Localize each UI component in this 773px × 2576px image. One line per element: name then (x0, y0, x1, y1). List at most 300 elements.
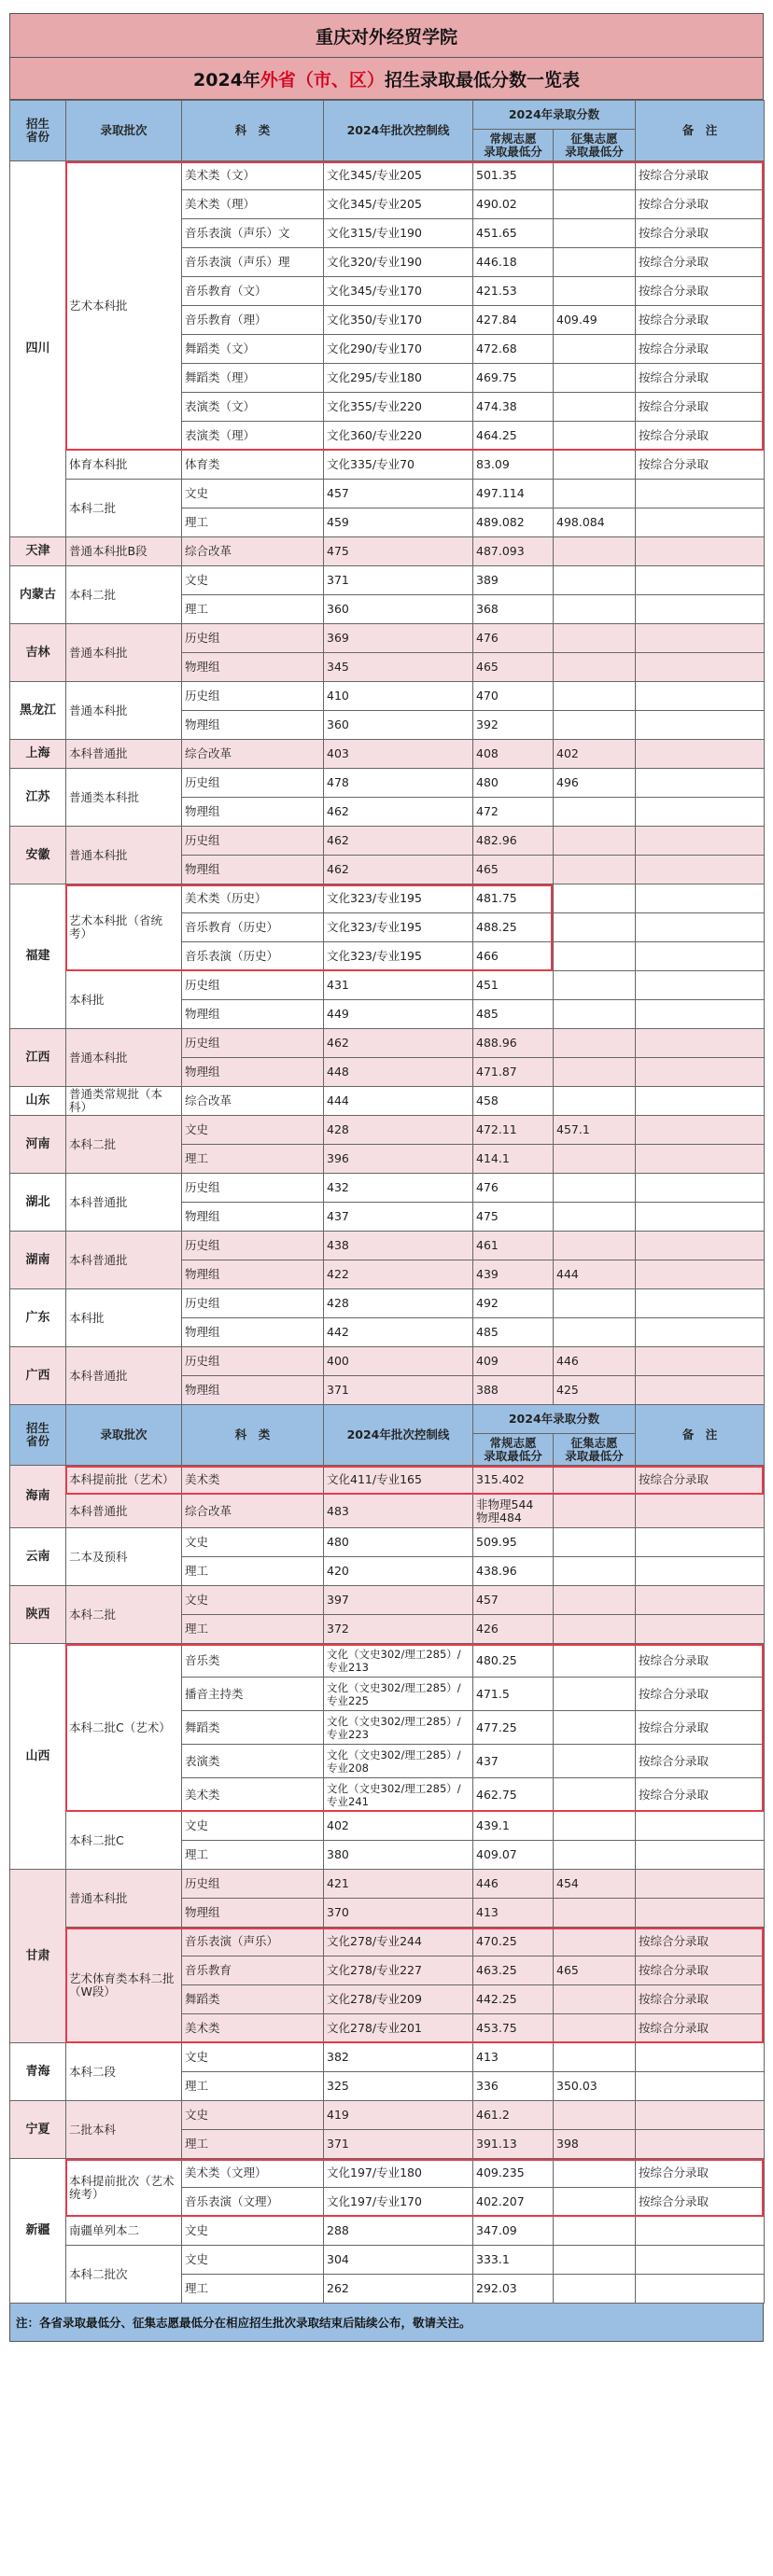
control-cell: 360 (324, 595, 473, 624)
batch-cell: 体育本科批 (66, 451, 182, 480)
footer-note: 注：各省录取最低分、征集志愿最低分在相应招生批次录取结束后陆续公布，敬请关注。 (9, 2304, 764, 2342)
remark-cell (636, 1899, 765, 1928)
regular-score-cell: 439.1 (473, 1812, 554, 1841)
regular-score-cell: 472 (473, 798, 554, 827)
province-cell: 青海 (10, 2043, 66, 2101)
supplement-score-cell (554, 1000, 636, 1029)
remark-cell (636, 1318, 765, 1347)
subject-cell: 理工 (182, 508, 324, 537)
remark-cell (636, 2217, 765, 2246)
header-control: 2024年批次控制线 (324, 101, 473, 161)
regular-score-cell: 458 (473, 1087, 554, 1116)
remark-cell (636, 1029, 765, 1058)
subject-cell: 历史组 (182, 1174, 324, 1203)
table-row (10, 1586, 765, 1615)
regular-score-cell: 413 (473, 2043, 554, 2072)
subject-cell: 播音主持类 (182, 1678, 324, 1711)
control-cell: 304 (324, 2246, 473, 2275)
remark-cell (636, 624, 765, 653)
supplement-score-cell (554, 335, 636, 364)
header-score-group: 2024年录取分数 (473, 1405, 636, 1434)
supplement-score-cell (554, 1928, 636, 1956)
regular-score-cell: 439 (473, 1260, 554, 1289)
supplement-score-cell (554, 1615, 636, 1644)
subject-cell: 历史组 (182, 1870, 324, 1899)
regular-score-cell: 442.25 (473, 1985, 554, 2014)
supplement-score-cell (554, 1232, 636, 1260)
supplement-score-cell (554, 1289, 636, 1318)
supplement-score-cell (554, 1644, 636, 1678)
subject-cell: 音乐类 (182, 1644, 324, 1678)
control-cell: 文化278/专业209 (324, 1985, 473, 2014)
province-cell: 江西 (10, 1029, 66, 1087)
regular-score-cell: 427.84 (473, 306, 554, 335)
control-cell: 444 (324, 1087, 473, 1116)
remark-cell (636, 971, 765, 1000)
supplement-score-cell (554, 277, 636, 306)
table-row (10, 451, 765, 480)
regular-score-cell: 451.65 (473, 219, 554, 248)
regular-score-cell: 485 (473, 1000, 554, 1029)
remark-cell (636, 2275, 765, 2304)
batch-cell: 艺术本科批 (66, 161, 182, 451)
batch-cell: 本科普通批 (66, 1347, 182, 1405)
control-cell: 文化（文史302/理工285）/专业241 (324, 1778, 473, 1812)
remark-cell: 按综合分录取 (636, 1928, 765, 1956)
subject-cell: 理工 (182, 1615, 324, 1644)
subject-cell: 物理组 (182, 1376, 324, 1405)
regular-score-cell: 471.5 (473, 1678, 554, 1711)
supplement-score-cell (554, 2246, 636, 2275)
supplement-score-cell (554, 480, 636, 508)
control-cell: 文化（文史302/理工285）/专业223 (324, 1711, 473, 1745)
supplement-score-cell (554, 913, 636, 942)
control-cell: 369 (324, 624, 473, 653)
supplement-score-cell (554, 2014, 636, 2043)
subject-cell: 表演类（理） (182, 422, 324, 451)
province-cell: 上海 (10, 740, 66, 769)
header-supplement: 征集志愿 录取最低分 (554, 130, 636, 161)
subject-cell: 理工 (182, 2130, 324, 2159)
table-row (10, 566, 765, 595)
subject-cell: 表演类（文） (182, 393, 324, 422)
supplement-score-cell (554, 682, 636, 711)
page (9, 0, 764, 2342)
control-cell: 288 (324, 2217, 473, 2246)
remark-cell (636, 537, 765, 566)
remark-cell (636, 1260, 765, 1289)
control-cell: 文化411/专业165 (324, 1466, 473, 1495)
subject-cell: 综合改革 (182, 1495, 324, 1528)
remark-cell (636, 2130, 765, 2159)
regular-score-cell: 446.18 (473, 248, 554, 277)
header-row (10, 1405, 765, 1434)
regular-score-cell: 480.25 (473, 1644, 554, 1678)
subject-cell: 美术类 (182, 1466, 324, 1495)
supplement-score-cell (554, 566, 636, 595)
supplement-score-cell (554, 2101, 636, 2130)
regular-score-cell: 409.07 (473, 1841, 554, 1870)
supplement-score-cell (554, 1778, 636, 1812)
table-row (10, 1870, 765, 1899)
subject-cell: 历史组 (182, 827, 324, 856)
supplement-score-cell (554, 971, 636, 1000)
remark-cell (636, 913, 765, 942)
supplement-score-cell (554, 161, 636, 190)
supplement-score-cell (554, 451, 636, 480)
table-row (10, 1466, 765, 1495)
province-cell: 山西 (10, 1644, 66, 1870)
supplement-score-cell (554, 248, 636, 277)
regular-score-cell: 83.09 (473, 451, 554, 480)
regular-score-cell: 490.02 (473, 190, 554, 219)
score-table (9, 100, 765, 2304)
subject-cell: 表演类 (182, 1745, 324, 1778)
header-batch: 录取批次 (66, 1405, 182, 1466)
header-row (10, 101, 765, 130)
regular-score-cell: 472.11 (473, 1116, 554, 1145)
subject-cell: 物理组 (182, 1318, 324, 1347)
control-cell: 文化315/专业190 (324, 219, 473, 248)
remark-cell: 按综合分录取 (636, 1678, 765, 1711)
province-cell: 天津 (10, 537, 66, 566)
table-row (10, 1812, 765, 1841)
control-cell: 文化278/专业244 (324, 1928, 473, 1956)
control-cell: 396 (324, 1145, 473, 1174)
remark-cell (636, 769, 765, 798)
control-cell: 448 (324, 1058, 473, 1087)
regular-score-cell: 426 (473, 1615, 554, 1644)
province-cell: 广东 (10, 1289, 66, 1347)
batch-cell: 本科二批次 (66, 2246, 182, 2304)
control-cell: 文化（文史302/理工285）/专业213 (324, 1644, 473, 1678)
supplement-score-cell (554, 537, 636, 566)
regular-score-cell: 476 (473, 1174, 554, 1203)
header-subject: 科 类 (182, 1405, 324, 1466)
control-cell: 345 (324, 653, 473, 682)
control-cell: 文化295/专业180 (324, 364, 473, 393)
batch-cell: 普通本科批 (66, 1870, 182, 1928)
subject-cell: 文史 (182, 1528, 324, 1557)
control-cell: 422 (324, 1260, 473, 1289)
subject-cell: 音乐表演（声乐）文 (182, 219, 324, 248)
subject-cell: 音乐表演（历史） (182, 942, 324, 971)
control-cell: 449 (324, 1000, 473, 1029)
subject-cell: 音乐教育（历史） (182, 913, 324, 942)
batch-cell: 本科普通批 (66, 1174, 182, 1232)
regular-score-cell: 465 (473, 856, 554, 884)
batch-cell: 普通类常规批（本科） (66, 1087, 182, 1116)
header-control: 2024年批次控制线 (324, 1405, 473, 1466)
supplement-score-cell (554, 711, 636, 740)
regular-score-cell: 368 (473, 595, 554, 624)
subject-cell: 文史 (182, 1116, 324, 1145)
batch-cell: 南疆单列本二 (66, 2217, 182, 2246)
regular-score-cell: 333.1 (473, 2246, 554, 2275)
control-cell: 371 (324, 2130, 473, 2159)
batch-cell: 本科批 (66, 1289, 182, 1347)
subject-cell: 文史 (182, 1812, 324, 1841)
supplement-score-cell (554, 2217, 636, 2246)
subject-cell: 综合改革 (182, 537, 324, 566)
supplement-score-cell (554, 1174, 636, 1203)
remark-cell (636, 2072, 765, 2101)
subject-cell: 物理组 (182, 1058, 324, 1087)
remark-cell (636, 1289, 765, 1318)
control-cell: 文化345/专业205 (324, 190, 473, 219)
regular-score-cell: 472.68 (473, 335, 554, 364)
regular-score-cell: 402.207 (473, 2188, 554, 2217)
remark-cell (636, 1116, 765, 1145)
control-cell: 文化（文史302/理工285）/专业225 (324, 1678, 473, 1711)
table-row (10, 2246, 765, 2275)
header-remark: 备 注 (636, 101, 765, 161)
supplement-score-cell (554, 1711, 636, 1745)
control-cell: 420 (324, 1557, 473, 1586)
regular-score-cell: 413 (473, 1899, 554, 1928)
table-row (10, 1928, 765, 1956)
control-cell: 文化290/专业170 (324, 335, 473, 364)
subject-cell: 历史组 (182, 1289, 324, 1318)
subject-cell: 理工 (182, 2275, 324, 2304)
supplement-score-cell (554, 1899, 636, 1928)
supplement-score-cell (554, 1678, 636, 1711)
remark-cell: 按综合分录取 (636, 1778, 765, 1812)
supplement-score-cell: 457.1 (554, 1116, 636, 1145)
control-cell: 428 (324, 1289, 473, 1318)
subject-cell: 美术类 (182, 2014, 324, 2043)
subject-cell: 音乐教育（文） (182, 277, 324, 306)
regular-score-cell: 501.35 (473, 161, 554, 190)
subject-cell: 历史组 (182, 1347, 324, 1376)
regular-score-cell: 477.25 (473, 1711, 554, 1745)
subject-cell: 舞蹈类 (182, 1985, 324, 2014)
supplement-score-cell (554, 1812, 636, 1841)
control-cell: 478 (324, 769, 473, 798)
regular-score-cell: 461.2 (473, 2101, 554, 2130)
supplement-score-cell (554, 190, 636, 219)
supplement-score-cell (554, 1058, 636, 1087)
subject-cell: 物理组 (182, 856, 324, 884)
batch-cell: 本科提前批（艺术） (66, 1466, 182, 1495)
supplement-score-cell (554, 364, 636, 393)
control-cell: 480 (324, 1528, 473, 1557)
remark-cell (636, 1058, 765, 1087)
control-cell: 371 (324, 566, 473, 595)
supplement-score-cell: 496 (554, 769, 636, 798)
control-cell: 文化（文史302/理工285）/专业208 (324, 1745, 473, 1778)
province-cell: 山东 (10, 1087, 66, 1116)
regular-score-cell: 392 (473, 711, 554, 740)
regular-score-cell: 470 (473, 682, 554, 711)
regular-score-cell: 389 (473, 566, 554, 595)
remark-cell: 按综合分录取 (636, 393, 765, 422)
subject-cell: 理工 (182, 595, 324, 624)
header-remark: 备 注 (636, 1405, 765, 1466)
supplement-score-cell (554, 219, 636, 248)
regular-score-cell: 409.235 (473, 2159, 554, 2188)
remark-cell (636, 1174, 765, 1203)
table-row (10, 971, 765, 1000)
control-cell: 262 (324, 2275, 473, 2304)
regular-score-cell: 474.38 (473, 393, 554, 422)
subject-cell: 音乐教育（理） (182, 306, 324, 335)
remark-cell (636, 1812, 765, 1841)
header-regular: 常规志愿 录取最低分 (473, 130, 554, 161)
subject-cell: 理工 (182, 2072, 324, 2101)
batch-cell: 艺术体育类本科二批（W段） (66, 1928, 182, 2043)
supplement-score-cell: 398 (554, 2130, 636, 2159)
control-cell: 380 (324, 1841, 473, 1870)
table-row (10, 2217, 765, 2246)
remark-cell: 按综合分录取 (636, 364, 765, 393)
table-row (10, 161, 765, 190)
subject-cell: 文史 (182, 480, 324, 508)
control-cell: 文化345/专业205 (324, 161, 473, 190)
remark-cell: 按综合分录取 (636, 1985, 765, 2014)
remark-cell: 按综合分录取 (636, 190, 765, 219)
remark-cell (636, 827, 765, 856)
remark-cell: 按综合分录取 (636, 1711, 765, 1745)
regular-score-cell: 446 (473, 1870, 554, 1899)
regular-score-cell: 461 (473, 1232, 554, 1260)
supplement-score-cell (554, 2275, 636, 2304)
remark-cell (636, 1870, 765, 1899)
control-cell: 文化278/专业201 (324, 2014, 473, 2043)
regular-score-cell: 466 (473, 942, 554, 971)
control-cell: 457 (324, 480, 473, 508)
batch-cell: 本科批 (66, 971, 182, 1029)
regular-score-cell: 476 (473, 624, 554, 653)
control-cell: 462 (324, 1029, 473, 1058)
batch-cell: 二批本科 (66, 2101, 182, 2159)
supplement-score-cell (554, 2188, 636, 2217)
regular-score-cell: 453.75 (473, 2014, 554, 2043)
supplement-score-cell (554, 1203, 636, 1232)
subject-cell: 历史组 (182, 624, 324, 653)
header-regular: 常规志愿 录取最低分 (473, 1434, 554, 1466)
subject-cell: 美术类（历史） (182, 884, 324, 913)
control-cell: 428 (324, 1116, 473, 1145)
control-cell: 438 (324, 1232, 473, 1260)
subject-cell: 音乐表演（声乐） (182, 1928, 324, 1956)
subject-cell: 物理组 (182, 711, 324, 740)
subject-cell: 历史组 (182, 1232, 324, 1260)
remark-cell: 按综合分录取 (636, 2159, 765, 2188)
remark-cell: 按综合分录取 (636, 248, 765, 277)
province-cell: 福建 (10, 884, 66, 1029)
remark-cell: 按综合分录取 (636, 306, 765, 335)
batch-cell: 二本及预科 (66, 1528, 182, 1586)
supplement-score-cell (554, 827, 636, 856)
regular-score-cell: 480 (473, 769, 554, 798)
control-cell: 419 (324, 2101, 473, 2130)
remark-cell: 按综合分录取 (636, 1644, 765, 1678)
supplement-score-cell (554, 1466, 636, 1495)
supplement-score-cell (554, 393, 636, 422)
remark-cell (636, 1145, 765, 1174)
table-row (10, 2159, 765, 2188)
regular-score-cell: 489.082 (473, 508, 554, 537)
supplement-score-cell (554, 1557, 636, 1586)
subject-cell: 美术类（理） (182, 190, 324, 219)
province-cell: 吉林 (10, 624, 66, 682)
header-supplement: 征集志愿 录取最低分 (554, 1434, 636, 1466)
supplement-score-cell: 446 (554, 1347, 636, 1376)
subject-cell: 物理组 (182, 1899, 324, 1928)
remark-cell (636, 1495, 765, 1528)
province-cell: 宁夏 (10, 2101, 66, 2159)
supplement-score-cell: 465 (554, 1956, 636, 1985)
supplement-score-cell (554, 942, 636, 971)
supplement-score-cell: 425 (554, 1376, 636, 1405)
regular-score-cell: 408 (473, 740, 554, 769)
supplement-score-cell (554, 1145, 636, 1174)
subject-cell: 文史 (182, 2043, 324, 2072)
control-cell: 410 (324, 682, 473, 711)
control-cell: 360 (324, 711, 473, 740)
control-cell: 400 (324, 1347, 473, 1376)
batch-cell: 本科普通批 (66, 740, 182, 769)
supplement-score-cell: 444 (554, 1260, 636, 1289)
subject-cell: 历史组 (182, 1029, 324, 1058)
batch-cell: 本科二段 (66, 2043, 182, 2101)
supplement-score-cell (554, 422, 636, 451)
supplement-score-cell (554, 856, 636, 884)
subject-cell: 体育类 (182, 451, 324, 480)
regular-score-cell: 465 (473, 653, 554, 682)
control-cell: 文化345/专业170 (324, 277, 473, 306)
subject-cell: 物理组 (182, 798, 324, 827)
supplement-score-cell: 350.03 (554, 2072, 636, 2101)
subject-cell: 物理组 (182, 1203, 324, 1232)
province-cell: 内蒙古 (10, 566, 66, 624)
supplement-score-cell (554, 1318, 636, 1347)
table-row (10, 884, 765, 913)
regular-score-cell: 509.95 (473, 1528, 554, 1557)
remark-cell (636, 942, 765, 971)
regular-score-cell: 非物理544 物理484 (473, 1495, 554, 1528)
remark-cell (636, 653, 765, 682)
table-row (10, 1528, 765, 1557)
subject-cell: 美术类 (182, 1778, 324, 1812)
regular-score-cell: 347.09 (473, 2217, 554, 2246)
supplement-score-cell (554, 1985, 636, 2014)
control-cell: 437 (324, 1203, 473, 1232)
subject-cell: 舞蹈类（文） (182, 335, 324, 364)
header-score-group: 2024年录取分数 (473, 101, 636, 130)
header-province: 招生 省份 (10, 101, 66, 161)
province-cell: 新疆 (10, 2159, 66, 2304)
supplement-score-cell (554, 884, 636, 913)
regular-score-cell: 497.114 (473, 480, 554, 508)
supplement-score-cell (554, 1586, 636, 1615)
remark-cell: 按综合分录取 (636, 277, 765, 306)
supplement-score-cell (554, 624, 636, 653)
regular-score-cell: 469.75 (473, 364, 554, 393)
batch-cell: 本科二批 (66, 566, 182, 624)
regular-score-cell: 464.25 (473, 422, 554, 451)
table-row (10, 740, 765, 769)
table-row (10, 2101, 765, 2130)
table-row (10, 537, 765, 566)
batch-cell: 本科二批C (66, 1812, 182, 1870)
regular-score-cell: 487.093 (473, 537, 554, 566)
regular-score-cell: 481.75 (473, 884, 554, 913)
remark-cell (636, 1528, 765, 1557)
remark-cell (636, 2043, 765, 2072)
remark-cell: 按综合分录取 (636, 2014, 765, 2043)
